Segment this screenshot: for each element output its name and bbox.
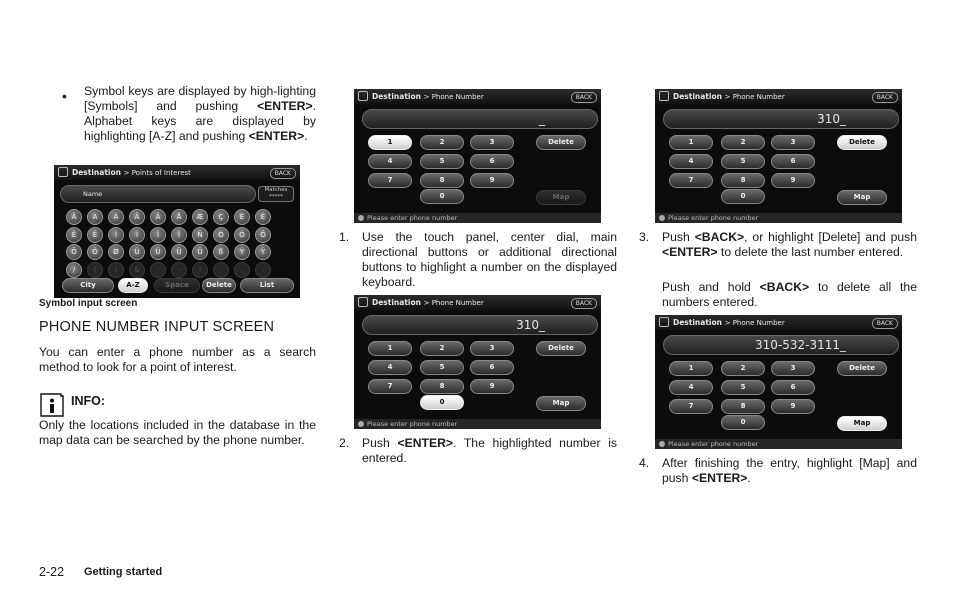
digit-key[interactable]: 8 bbox=[420, 173, 464, 188]
symbol-key[interactable]: ß bbox=[213, 244, 229, 260]
symbol-key[interactable]: Î bbox=[150, 227, 166, 243]
enter-key-ref: <ENTER> bbox=[397, 436, 454, 450]
back-button[interactable]: BACK bbox=[872, 318, 898, 329]
symbol-key[interactable]: Ý bbox=[234, 244, 250, 260]
step-3-hold-text bbox=[662, 280, 917, 310]
info-icon bbox=[659, 441, 665, 447]
digit-key[interactable]: 2 bbox=[420, 135, 464, 150]
bullet-dot: • bbox=[62, 88, 67, 104]
digit-key[interactable]: 6 bbox=[470, 154, 514, 169]
back-button[interactable]: BACK bbox=[872, 92, 898, 103]
back-key-ref: <BACK> bbox=[759, 280, 810, 294]
symbol-key[interactable]: Ñ bbox=[192, 227, 208, 243]
info-icon bbox=[358, 421, 364, 427]
phone-number-screen bbox=[655, 315, 902, 449]
digit-key[interactable]: 2 bbox=[721, 361, 765, 376]
screen-subtitle: > Phone Number bbox=[724, 93, 785, 101]
digit-key[interactable]: 3 bbox=[771, 361, 815, 376]
symbol-key[interactable]: À bbox=[87, 209, 103, 225]
digit-key[interactable]: 1 bbox=[669, 361, 713, 376]
step-4-number: 4. bbox=[639, 456, 650, 470]
symbol-key[interactable]: Ÿ bbox=[255, 244, 271, 260]
info-icon bbox=[358, 215, 364, 221]
symbol-key[interactable]: Ã bbox=[150, 209, 166, 225]
screen-header bbox=[655, 315, 902, 330]
symbol-key[interactable]: Õ bbox=[66, 244, 82, 260]
page-number: 2-22 bbox=[39, 565, 65, 579]
screen-title: Destination bbox=[372, 298, 421, 307]
enter-key-ref: <ENTER> bbox=[691, 471, 748, 485]
screen-title: Destination bbox=[673, 318, 722, 327]
symbol-key[interactable]: Æ bbox=[192, 209, 208, 225]
digit-key[interactable]: 0 bbox=[420, 189, 464, 204]
phone-number-heading: PHONE NUMBER INPUT SCREEN bbox=[39, 319, 275, 335]
step-text: , or highlight [Delete] and push bbox=[744, 230, 917, 244]
digit-key[interactable]: 7 bbox=[368, 379, 412, 394]
info-icon bbox=[659, 215, 665, 221]
map-button[interactable]: Map bbox=[837, 190, 887, 205]
screen-status-bar bbox=[354, 213, 601, 223]
digit-key[interactable]: 7 bbox=[368, 173, 412, 188]
symbol-key[interactable]: ) bbox=[108, 262, 124, 278]
step-2-text bbox=[362, 436, 617, 466]
matches-label: Matches bbox=[264, 187, 288, 193]
section-name: Getting started bbox=[84, 566, 163, 578]
destination-icon bbox=[58, 167, 68, 177]
digit-key[interactable]: 8 bbox=[721, 173, 765, 188]
screen-status-bar bbox=[655, 439, 902, 449]
screen-header bbox=[655, 89, 902, 104]
digit-key[interactable]: 6 bbox=[771, 154, 815, 169]
screen-subtitle: > Phone Number bbox=[724, 319, 785, 327]
symbol-key[interactable]: Ù bbox=[129, 244, 145, 260]
symbol-key[interactable]: Ó bbox=[234, 227, 250, 243]
screen-title: Destination bbox=[673, 92, 722, 101]
symbol-key[interactable]: Á bbox=[108, 209, 124, 225]
phone-entry-field[interactable] bbox=[663, 335, 899, 355]
digit-key[interactable]: 0 bbox=[420, 395, 464, 410]
step-1-text: Use the touch panel, center dial, main directional buttons or additional directional buttons to highlight a number on the displayed keyboard. bbox=[362, 230, 617, 289]
symbol-key[interactable]: Û bbox=[171, 244, 187, 260]
digit-key[interactable]: 3 bbox=[470, 135, 514, 150]
phone-number-screen bbox=[655, 89, 902, 223]
status-message: Please enter phone number bbox=[367, 214, 458, 222]
status-message: Please enter phone number bbox=[668, 440, 759, 448]
screen-subtitle: > Phone Number bbox=[423, 93, 484, 101]
digit-key[interactable]: 5 bbox=[721, 380, 765, 395]
az-button[interactable]: A-Z bbox=[118, 278, 148, 293]
symbol-key[interactable]: Ò bbox=[213, 227, 229, 243]
digit-key[interactable]: 2 bbox=[721, 135, 765, 150]
step-text: After finishing the entry, highlight [Map] and push bbox=[662, 456, 917, 485]
list-button[interactable]: List bbox=[240, 278, 294, 293]
symbol-key[interactable]: : bbox=[255, 262, 271, 278]
symbol-key[interactable]: ' bbox=[150, 262, 166, 278]
step-text: . The highlighted number is entered. bbox=[362, 436, 617, 465]
symbol-key[interactable]: Ü bbox=[192, 244, 208, 260]
symbol-keys-paragraph bbox=[84, 84, 316, 144]
digit-key[interactable]: 1 bbox=[669, 135, 713, 150]
enter-key-ref: <ENTER> bbox=[248, 129, 305, 143]
screen-status-bar bbox=[354, 419, 601, 429]
digit-key[interactable]: 9 bbox=[771, 399, 815, 414]
phone-entry-field[interactable] bbox=[663, 109, 899, 129]
step-text: to delete all the numbers entered. bbox=[662, 280, 917, 309]
para-text: . bbox=[304, 129, 308, 143]
symbol-key[interactable]: Ë bbox=[87, 227, 103, 243]
digit-key[interactable]: 8 bbox=[420, 379, 464, 394]
symbol-key[interactable]: Ï bbox=[171, 227, 187, 243]
para-text: . Alphabet keys are displayed by highlighting [A-Z] and pushing bbox=[84, 99, 316, 143]
destination-icon bbox=[358, 91, 368, 101]
symbol-key[interactable]: Ô bbox=[255, 227, 271, 243]
digit-key[interactable]: 9 bbox=[771, 173, 815, 188]
screen-header bbox=[354, 89, 601, 104]
digit-key[interactable]: 7 bbox=[669, 173, 713, 188]
symbol-key[interactable]: Ç bbox=[213, 209, 229, 225]
phone-number-screen bbox=[354, 89, 601, 223]
map-button[interactable]: Map bbox=[536, 190, 586, 205]
delete-button[interactable]: Delete bbox=[536, 135, 586, 150]
step-4-text bbox=[662, 456, 917, 486]
digit-key[interactable]: 0 bbox=[721, 189, 765, 204]
step-text: to delete the last number entered. bbox=[717, 245, 904, 259]
symbol-key[interactable]: Ø bbox=[108, 244, 124, 260]
screen-title: Destination bbox=[372, 92, 421, 101]
step-text: Push and hold bbox=[662, 280, 760, 294]
symbol-key[interactable]: Å bbox=[171, 209, 187, 225]
digit-key[interactable]: 3 bbox=[470, 341, 514, 356]
screen-subtitle: > Points of Interest bbox=[123, 169, 191, 177]
symbol-key[interactable]: Ì bbox=[108, 227, 124, 243]
symbol-key[interactable]: Ú bbox=[150, 244, 166, 260]
destination-icon bbox=[659, 317, 669, 327]
back-button[interactable]: BACK bbox=[571, 92, 597, 103]
symbol-key[interactable]: Ö bbox=[87, 244, 103, 260]
symbol-key[interactable]: Ä bbox=[129, 209, 145, 225]
step-text: Push bbox=[662, 230, 695, 244]
step-1-number: 1. bbox=[339, 230, 350, 244]
destination-icon bbox=[659, 91, 669, 101]
step-text: Push bbox=[362, 436, 398, 450]
digit-key[interactable]: 3 bbox=[771, 135, 815, 150]
phone-entry-value: 310-532-3111_ bbox=[754, 338, 846, 352]
symbol-key[interactable]: É bbox=[255, 209, 271, 225]
info-icon bbox=[39, 392, 65, 418]
screen-title: Destination bbox=[72, 168, 121, 177]
delete-button[interactable]: Delete bbox=[837, 361, 887, 376]
digit-key[interactable]: 9 bbox=[470, 379, 514, 394]
back-key-ref: <BACK> bbox=[694, 230, 745, 244]
symbol-key[interactable]: Â bbox=[66, 209, 82, 225]
step-2-number: 2. bbox=[339, 436, 350, 450]
symbol-key[interactable]: , bbox=[213, 262, 229, 278]
back-button[interactable]: BACK bbox=[270, 168, 296, 179]
digit-key[interactable]: 7 bbox=[669, 399, 713, 414]
delete-button[interactable]: Delete bbox=[202, 278, 236, 293]
enter-key-ref: <ENTER> bbox=[257, 99, 313, 113]
symbol-key[interactable]: ( bbox=[87, 262, 103, 278]
symbol-key[interactable]: - bbox=[171, 262, 187, 278]
intro-paragraph: You can enter a phone number as a search method to look for a point of interest. bbox=[39, 345, 316, 374]
digit-key[interactable]: 8 bbox=[721, 399, 765, 414]
digit-key[interactable]: 5 bbox=[420, 154, 464, 169]
digit-key[interactable]: 4 bbox=[368, 360, 412, 375]
digit-key[interactable]: 0 bbox=[721, 415, 765, 430]
name-field[interactable] bbox=[60, 185, 256, 203]
symbol-key[interactable]: & bbox=[129, 262, 145, 278]
city-button[interactable]: City bbox=[62, 278, 114, 293]
delete-button[interactable]: Delete bbox=[837, 135, 887, 150]
digit-key[interactable]: 4 bbox=[669, 380, 713, 395]
status-message: Please enter phone number bbox=[668, 214, 759, 222]
status-message: Please enter phone number bbox=[367, 420, 458, 428]
phone-number-screen bbox=[354, 295, 601, 429]
name-field-label: Name bbox=[83, 190, 103, 198]
digit-key[interactable]: 4 bbox=[368, 154, 412, 169]
symbol-key[interactable]: / bbox=[66, 262, 82, 278]
info-paragraph: Only the locations included in the database in the map data can be searched by the phone number. bbox=[39, 418, 316, 447]
symbol-key[interactable]: Ê bbox=[66, 227, 82, 243]
symbol-caption: Symbol input screen bbox=[39, 298, 138, 309]
digit-key[interactable]: 2 bbox=[420, 341, 464, 356]
delete-button[interactable]: Delete bbox=[536, 341, 586, 356]
map-button[interactable]: Map bbox=[837, 416, 887, 431]
back-button[interactable]: BACK bbox=[571, 298, 597, 309]
symbol-key[interactable]: . bbox=[234, 262, 250, 278]
digit-key[interactable]: 6 bbox=[470, 360, 514, 375]
phone-entry-field[interactable] bbox=[362, 315, 598, 335]
para-text: Symbol keys are displayed by high-lighting [Symbols] and pushing bbox=[84, 84, 316, 113]
digit-key[interactable]: 9 bbox=[470, 173, 514, 188]
screen-header bbox=[54, 165, 300, 180]
symbol-input-screen bbox=[54, 165, 300, 298]
step-3-number: 3. bbox=[639, 230, 650, 244]
info-label: INFO: bbox=[71, 394, 106, 408]
digit-key[interactable]: 1 bbox=[368, 341, 412, 356]
phone-entry-value: 310_ bbox=[516, 318, 545, 332]
matches-value: ***** bbox=[269, 194, 283, 200]
phone-entry-value: 310_ bbox=[817, 112, 846, 126]
space-button[interactable]: Space bbox=[154, 278, 200, 293]
screen-header bbox=[354, 295, 601, 310]
symbol-key[interactable]: ! bbox=[192, 262, 208, 278]
digit-key[interactable]: 4 bbox=[669, 154, 713, 169]
phone-entry-value: _ bbox=[539, 112, 545, 126]
digit-key[interactable]: 5 bbox=[420, 360, 464, 375]
digit-key[interactable]: 1 bbox=[368, 135, 412, 150]
digit-key[interactable]: 6 bbox=[771, 380, 815, 395]
digit-key[interactable]: 5 bbox=[721, 154, 765, 169]
screen-status-bar bbox=[655, 213, 902, 223]
matches-indicator bbox=[258, 186, 294, 202]
map-button[interactable]: Map bbox=[536, 396, 586, 411]
destination-icon bbox=[358, 297, 368, 307]
phone-entry-field[interactable] bbox=[362, 109, 598, 129]
step-text: . bbox=[747, 471, 751, 485]
step-3-text bbox=[662, 230, 917, 260]
screen-subtitle: > Phone Number bbox=[423, 299, 484, 307]
symbol-key[interactable]: È bbox=[234, 209, 250, 225]
symbol-key[interactable]: Í bbox=[129, 227, 145, 243]
enter-key-ref: <ENTER> bbox=[662, 245, 718, 259]
